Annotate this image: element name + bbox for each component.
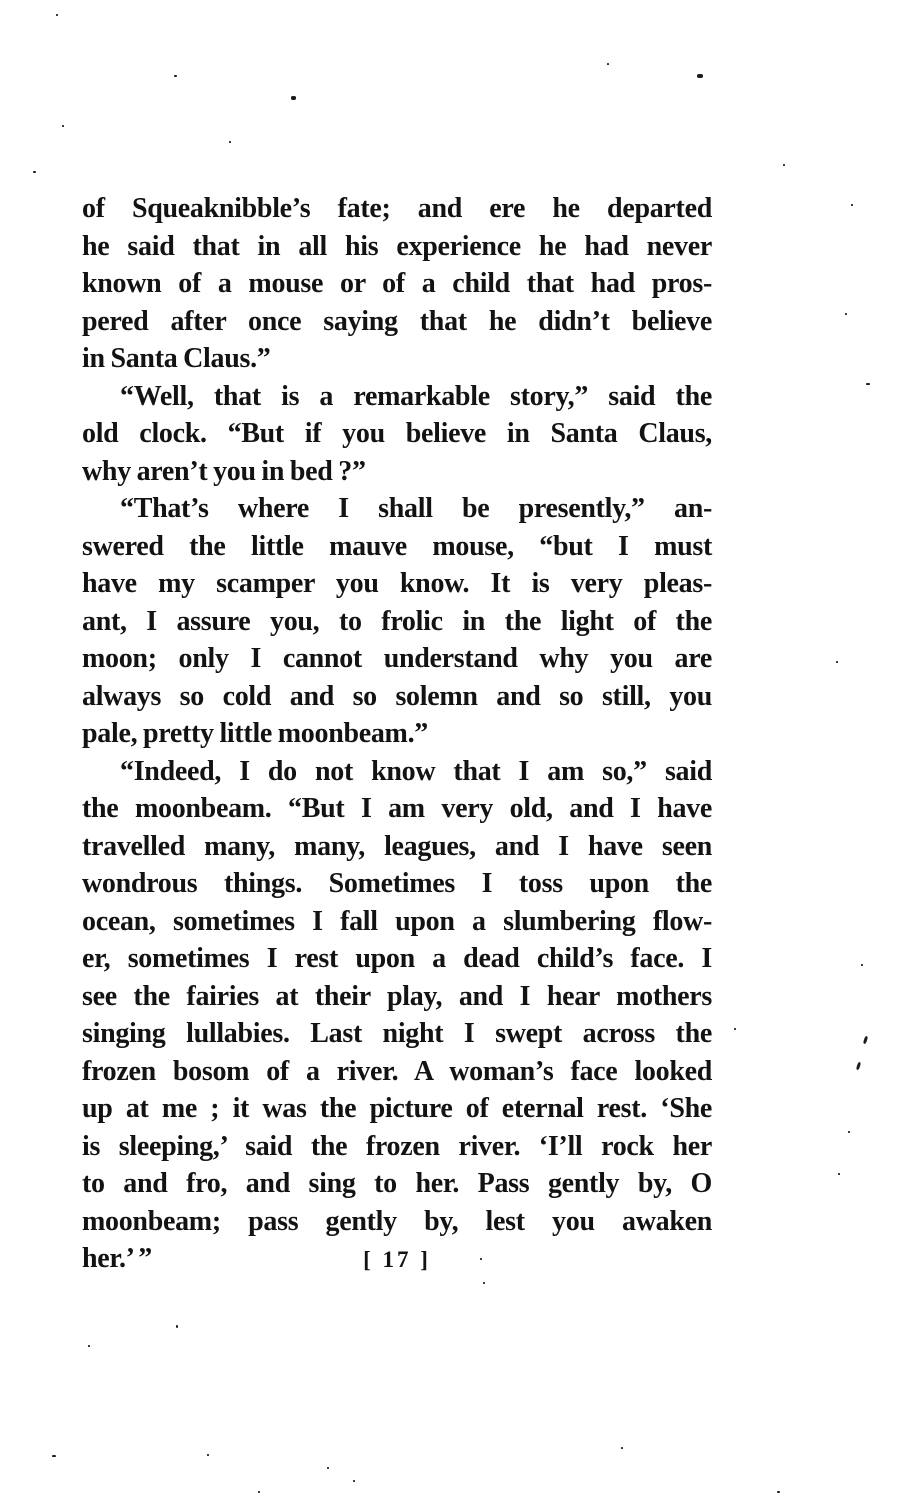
scan-speck (838, 1173, 840, 1175)
scan-speck (52, 1455, 56, 1457)
text-line: ant, I assure you, to frolic in the light of the (82, 605, 712, 637)
text-line: he said that in all his experience he had never (82, 230, 712, 262)
scan-speck (836, 661, 838, 663)
text-line: moonbeam; pass gently by, lest you awaken (82, 1205, 712, 1237)
text-line: “That’s where I shall be presently,” an- (120, 493, 712, 524)
scan-speck (258, 1491, 260, 1493)
scan-speck (327, 1467, 329, 1469)
scan-speck (697, 74, 703, 78)
text-line: is sleeping,’ said the frozen river. ‘I’ll rock her (82, 1130, 712, 1162)
story-text-block (82, 190, 712, 1278)
text-line: “Well, that is a remarkable story,” said the (120, 380, 712, 412)
scan-speck (174, 75, 177, 77)
text-line: swered the little mauve mouse, “but I must (82, 530, 712, 562)
text-line: ocean, sometimes I fall upon a slumbering flow- (82, 905, 712, 937)
text-line: er, sometimes I rest upon a dead child’s face. I (82, 943, 712, 974)
text-line: known of a mouse or of a child that had pros- (82, 268, 712, 299)
scan-speck (56, 14, 58, 16)
scan-speck (783, 164, 785, 166)
scan-speck (861, 964, 863, 966)
scan-speck (88, 1345, 90, 1347)
text-line: travelled many, many, leagues, and I have seen (82, 830, 712, 862)
scan-speck (621, 1447, 623, 1449)
scan-speck (866, 383, 870, 385)
scan-speck (176, 1325, 178, 1328)
text-line: pale, pretty little moonbeam.” (82, 718, 428, 749)
scan-speck (777, 1491, 780, 1493)
text-line: to and fro, and sing to her. Pass gently by, O (82, 1168, 712, 1199)
text-line: up at me ; it was the picture of eternal rest. ‘She (82, 1093, 712, 1124)
scan-speck (353, 1480, 355, 1482)
text-line: frozen bosom of a river. A woman’s face looked (82, 1055, 712, 1087)
text-line: wondrous things. Sometimes I toss upon the (82, 868, 712, 899)
text-line: have my scamper you know. It is very pleas- (82, 568, 712, 599)
scan-speck (483, 1282, 485, 1284)
scan-speck (848, 1131, 850, 1133)
scan-speck (607, 63, 609, 65)
scan-speck (856, 1062, 861, 1071)
text-line: in Santa Claus.” (82, 343, 271, 374)
scan-speck (33, 171, 36, 173)
scan-speck (845, 313, 847, 315)
text-line: of Squeaknibble’s fate; and ere he departed (82, 193, 712, 224)
scan-speck (863, 1036, 868, 1045)
scan-speck (851, 204, 853, 206)
text-line: “Indeed, I do not know that I am so,” said (120, 755, 712, 787)
text-line: old clock. “But if you believe in Santa Claus, (82, 418, 712, 449)
scan-speck (480, 1258, 482, 1260)
page-number: [ 17 ] (363, 1247, 431, 1272)
scan-speck (291, 96, 296, 100)
text-line: singing lullabies. Last night I swept across the (82, 1018, 712, 1049)
scan-speck (229, 141, 231, 143)
text-line: moon; only I cannot understand why you are (82, 643, 712, 674)
text-line: always so cold and so solemn and so still, you (82, 680, 712, 712)
text-line: why aren’t you in bed ?” (82, 455, 366, 487)
text-line: her.’ ” (82, 1243, 153, 1274)
text-line: the moonbeam. “But I am very old, and I have (82, 793, 712, 824)
scan-speck (734, 1028, 736, 1030)
text-line: see the fairies at their play, and I hear mothers (82, 980, 712, 1012)
scan-speck (62, 125, 64, 127)
text-line: pered after once saying that he didn’t believe (82, 305, 712, 337)
scan-speck (207, 1454, 209, 1456)
